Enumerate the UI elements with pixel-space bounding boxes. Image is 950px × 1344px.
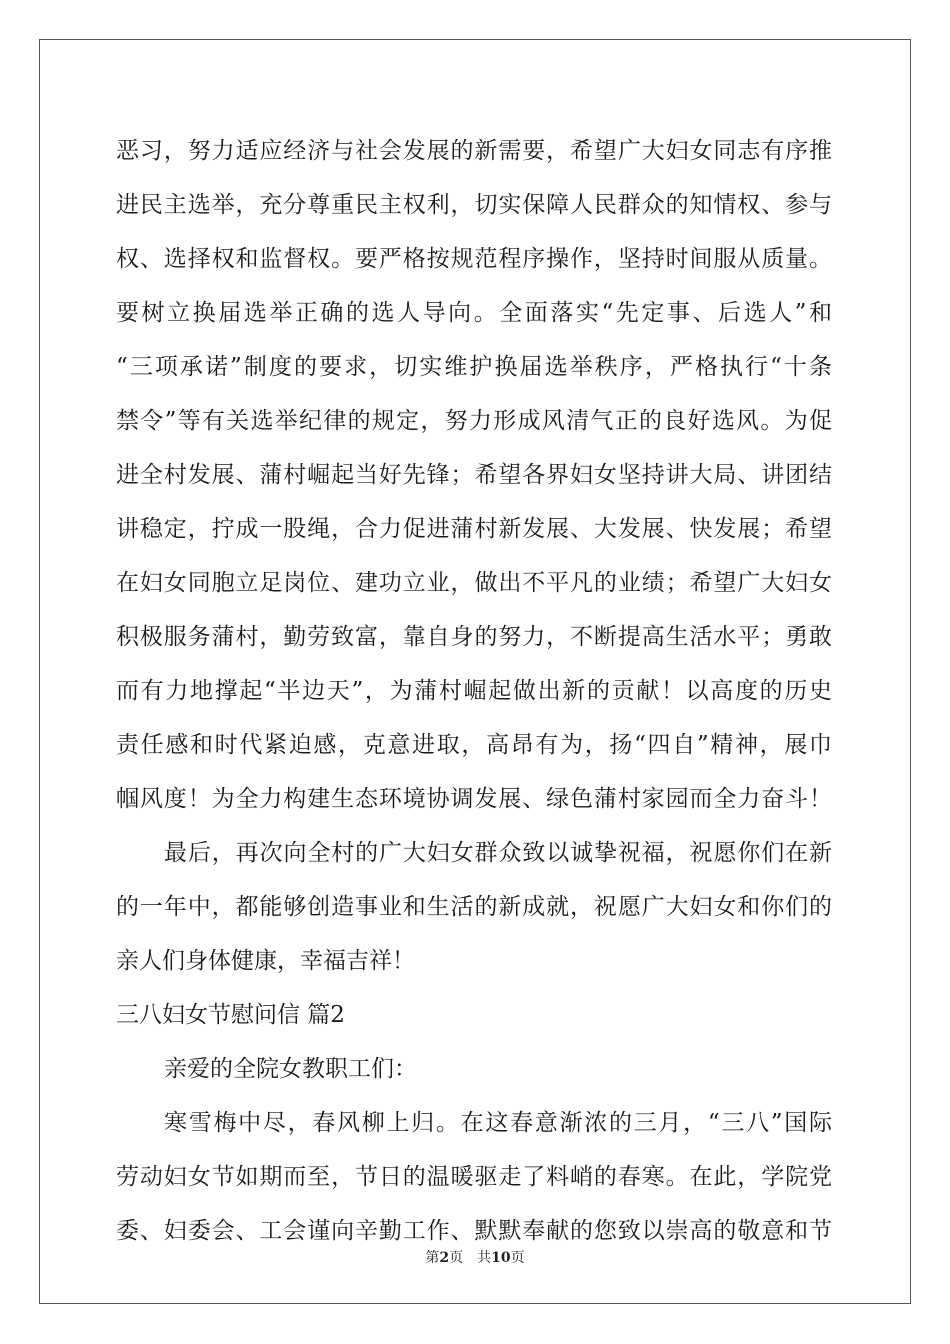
document-body [116, 124, 832, 1258]
text-line: 而有力地撑起“半边天”，为蒲村崛起做出新的贡献！以高度的历史 [116, 678, 832, 704]
page-prefix: 第 [425, 1250, 440, 1266]
text-line: 在妇女同胞立足岗位、建功立业，做出不平凡的业绩；希望广大妇女 [116, 570, 832, 596]
text-line: 寒雪梅中尽，春风柳上归。在这春意渐浓的三月，“三八”国际 [164, 1110, 832, 1136]
total-suffix: 页 [510, 1250, 525, 1266]
text-line: “三项承诺”制度的要求，切实维护换届选举秩序，严格执行“十条 [116, 354, 832, 380]
text-line: 积极服务蒲村，勤劳致富，靠自身的努力，不断提高生活水平；勇敢 [116, 624, 832, 650]
text-line: 帼风度！为全力构建生态环境协调发展、绿色蒲村家园而全力奋斗！ [116, 786, 832, 812]
text-line: 责任感和时代紧迫感，克意进取，高昂有为，扬“四自”精神，展巾 [116, 732, 832, 758]
salutation: 亲爱的全院女教职工们： [164, 1056, 417, 1082]
paragraph-1 [116, 124, 832, 826]
page-suffix: 页 [449, 1250, 464, 1266]
total-pages: 10 [491, 1250, 511, 1266]
text-line: 禁令”等有关选举纪律的规定，努力形成风清气正的良好选风。为促 [116, 408, 832, 434]
text-line: 讲稳定，拧成一股绳，合力促进蒲村新发展、大发展、快发展；希望 [116, 516, 832, 542]
text-line: 的一年中，都能够创造事业和生活的新成就，祝愿广大妇女和你们的 [116, 894, 832, 920]
text-line: 恶习，努力适应经济与社会发展的新需要，希望广大妇女同志有序推 [116, 138, 832, 164]
page-footer [0, 1247, 950, 1267]
section-heading: 三八妇女节慰问信 篇2 [116, 1002, 345, 1028]
paragraph-2 [116, 826, 832, 988]
text-line: 委、妇委会、工会谨向辛勤工作、默默奉献的您致以崇高的敬意和节 [116, 1218, 832, 1244]
text-line: 亲人们身体健康，幸福吉祥！ [116, 948, 415, 974]
text-line: 权、选择权和监督权。要严格按规范程序操作，坚持时间服从质量。 [116, 246, 832, 272]
text-line: 要树立换届选举正确的选人导向。全面落实“先定事、后选人”和 [116, 300, 832, 326]
text-line: 最后，再次向全村的广大妇女群众致以诚挚祝福，祝愿你们在新 [164, 840, 832, 866]
total-prefix: 共 [477, 1250, 492, 1266]
paragraph-3 [116, 1096, 832, 1258]
text-line: 劳动妇女节如期而至，节日的温暖驱走了料峭的春寒。在此，学院党 [116, 1164, 832, 1190]
text-line: 进全村发展、蒲村崛起当好先锋；希望各界妇女坚持讲大局、讲团结 [116, 462, 832, 488]
page-number: 2 [439, 1250, 450, 1266]
text-line: 进民主选举，充分尊重民主权利，切实保障人民群众的知情权、参与 [116, 192, 832, 218]
